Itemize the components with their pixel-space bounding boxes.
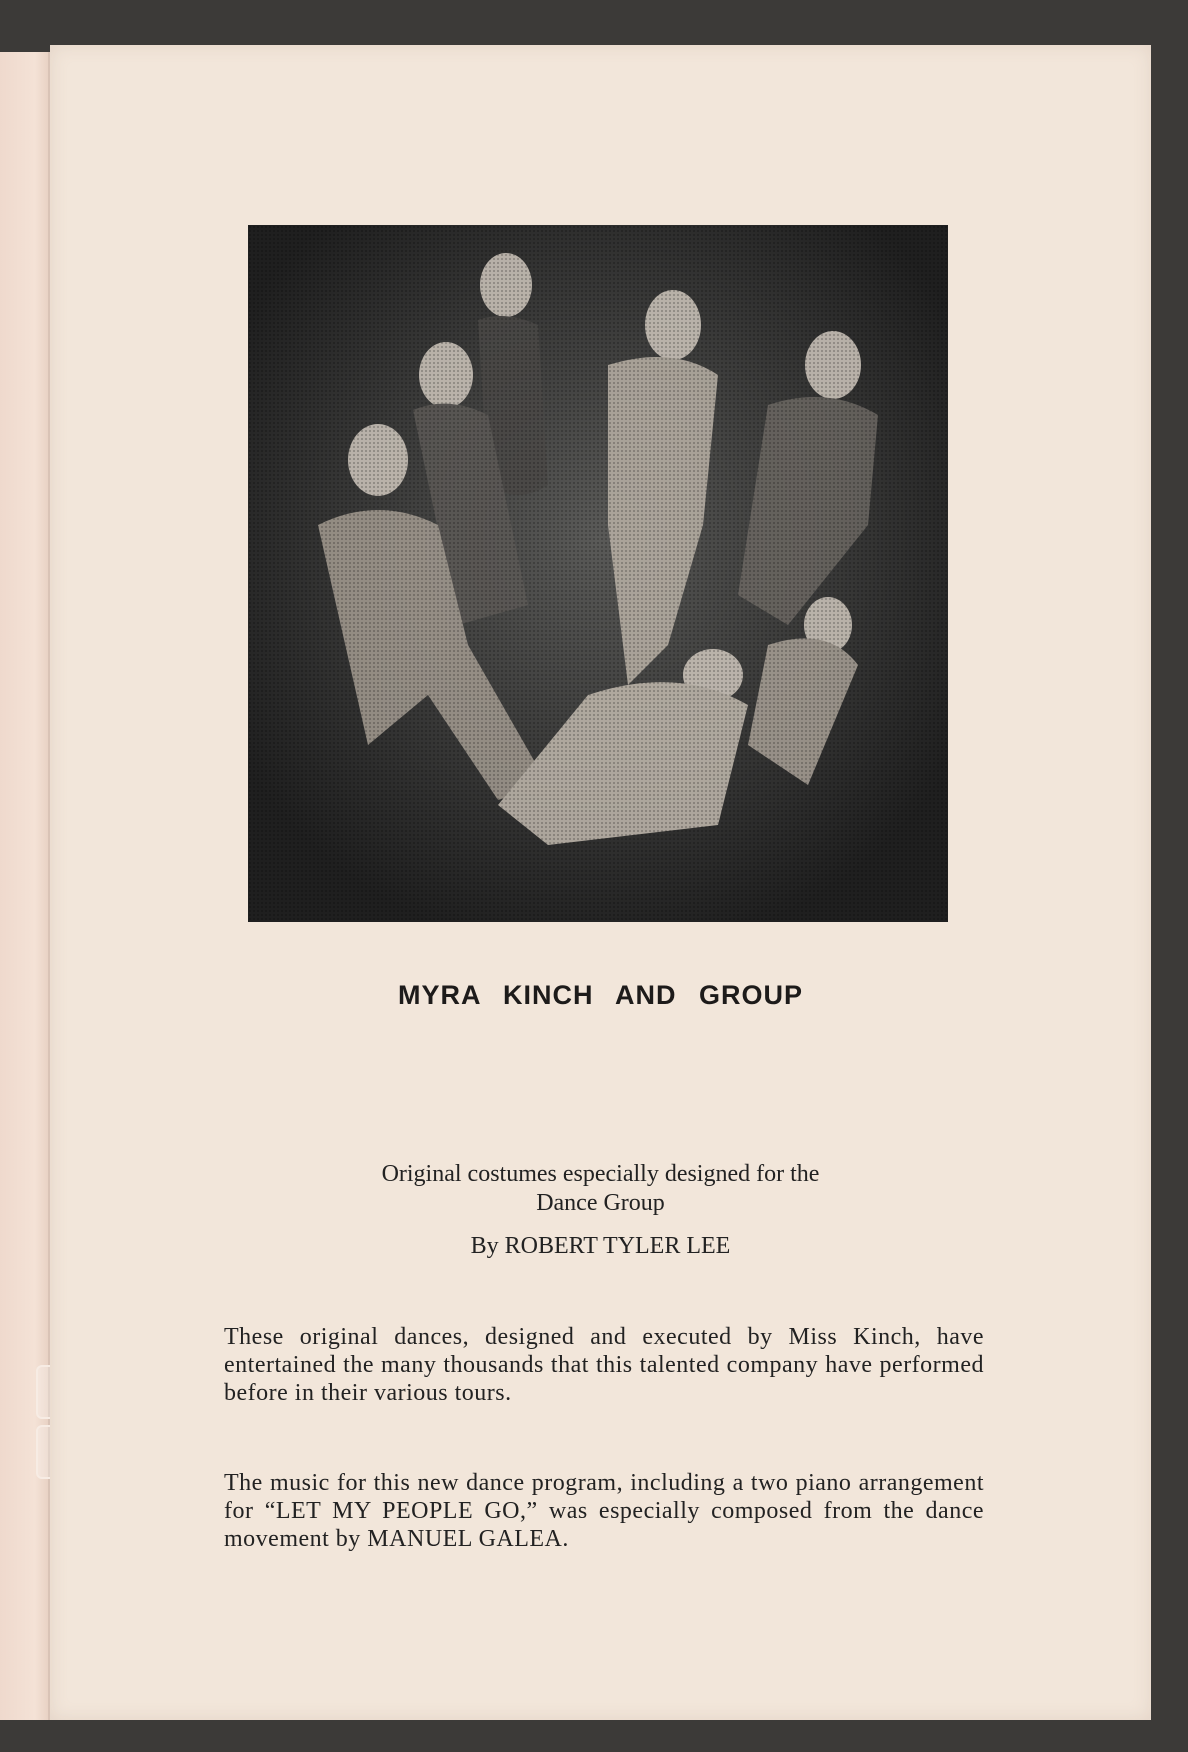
paragraph-dances: These original dances, designed and executed by Miss Kinch, have entertained the many thousands that this talented company have performed before in their various tours.	[224, 1324, 984, 1406]
dance-group-photo	[248, 225, 948, 922]
costume-designer-byline: By ROBERT TYLER LEE	[470, 1233, 731, 1259]
page-title: MYRA KINCH AND GROUP	[398, 980, 803, 1010]
costume-credit-line2: Dance Group	[536, 1190, 665, 1216]
costume-credit-line1: Original costumes especially designed for the	[381, 1161, 820, 1187]
paragraph-music: The music for this new dance program, including a two piano arrangement for “LET MY PEOPLE GO,” was especially composed from the dance movement by MANUEL GALEA.	[224, 1470, 984, 1552]
program-page	[50, 45, 1151, 1720]
dance-group-photo-image	[248, 225, 948, 922]
